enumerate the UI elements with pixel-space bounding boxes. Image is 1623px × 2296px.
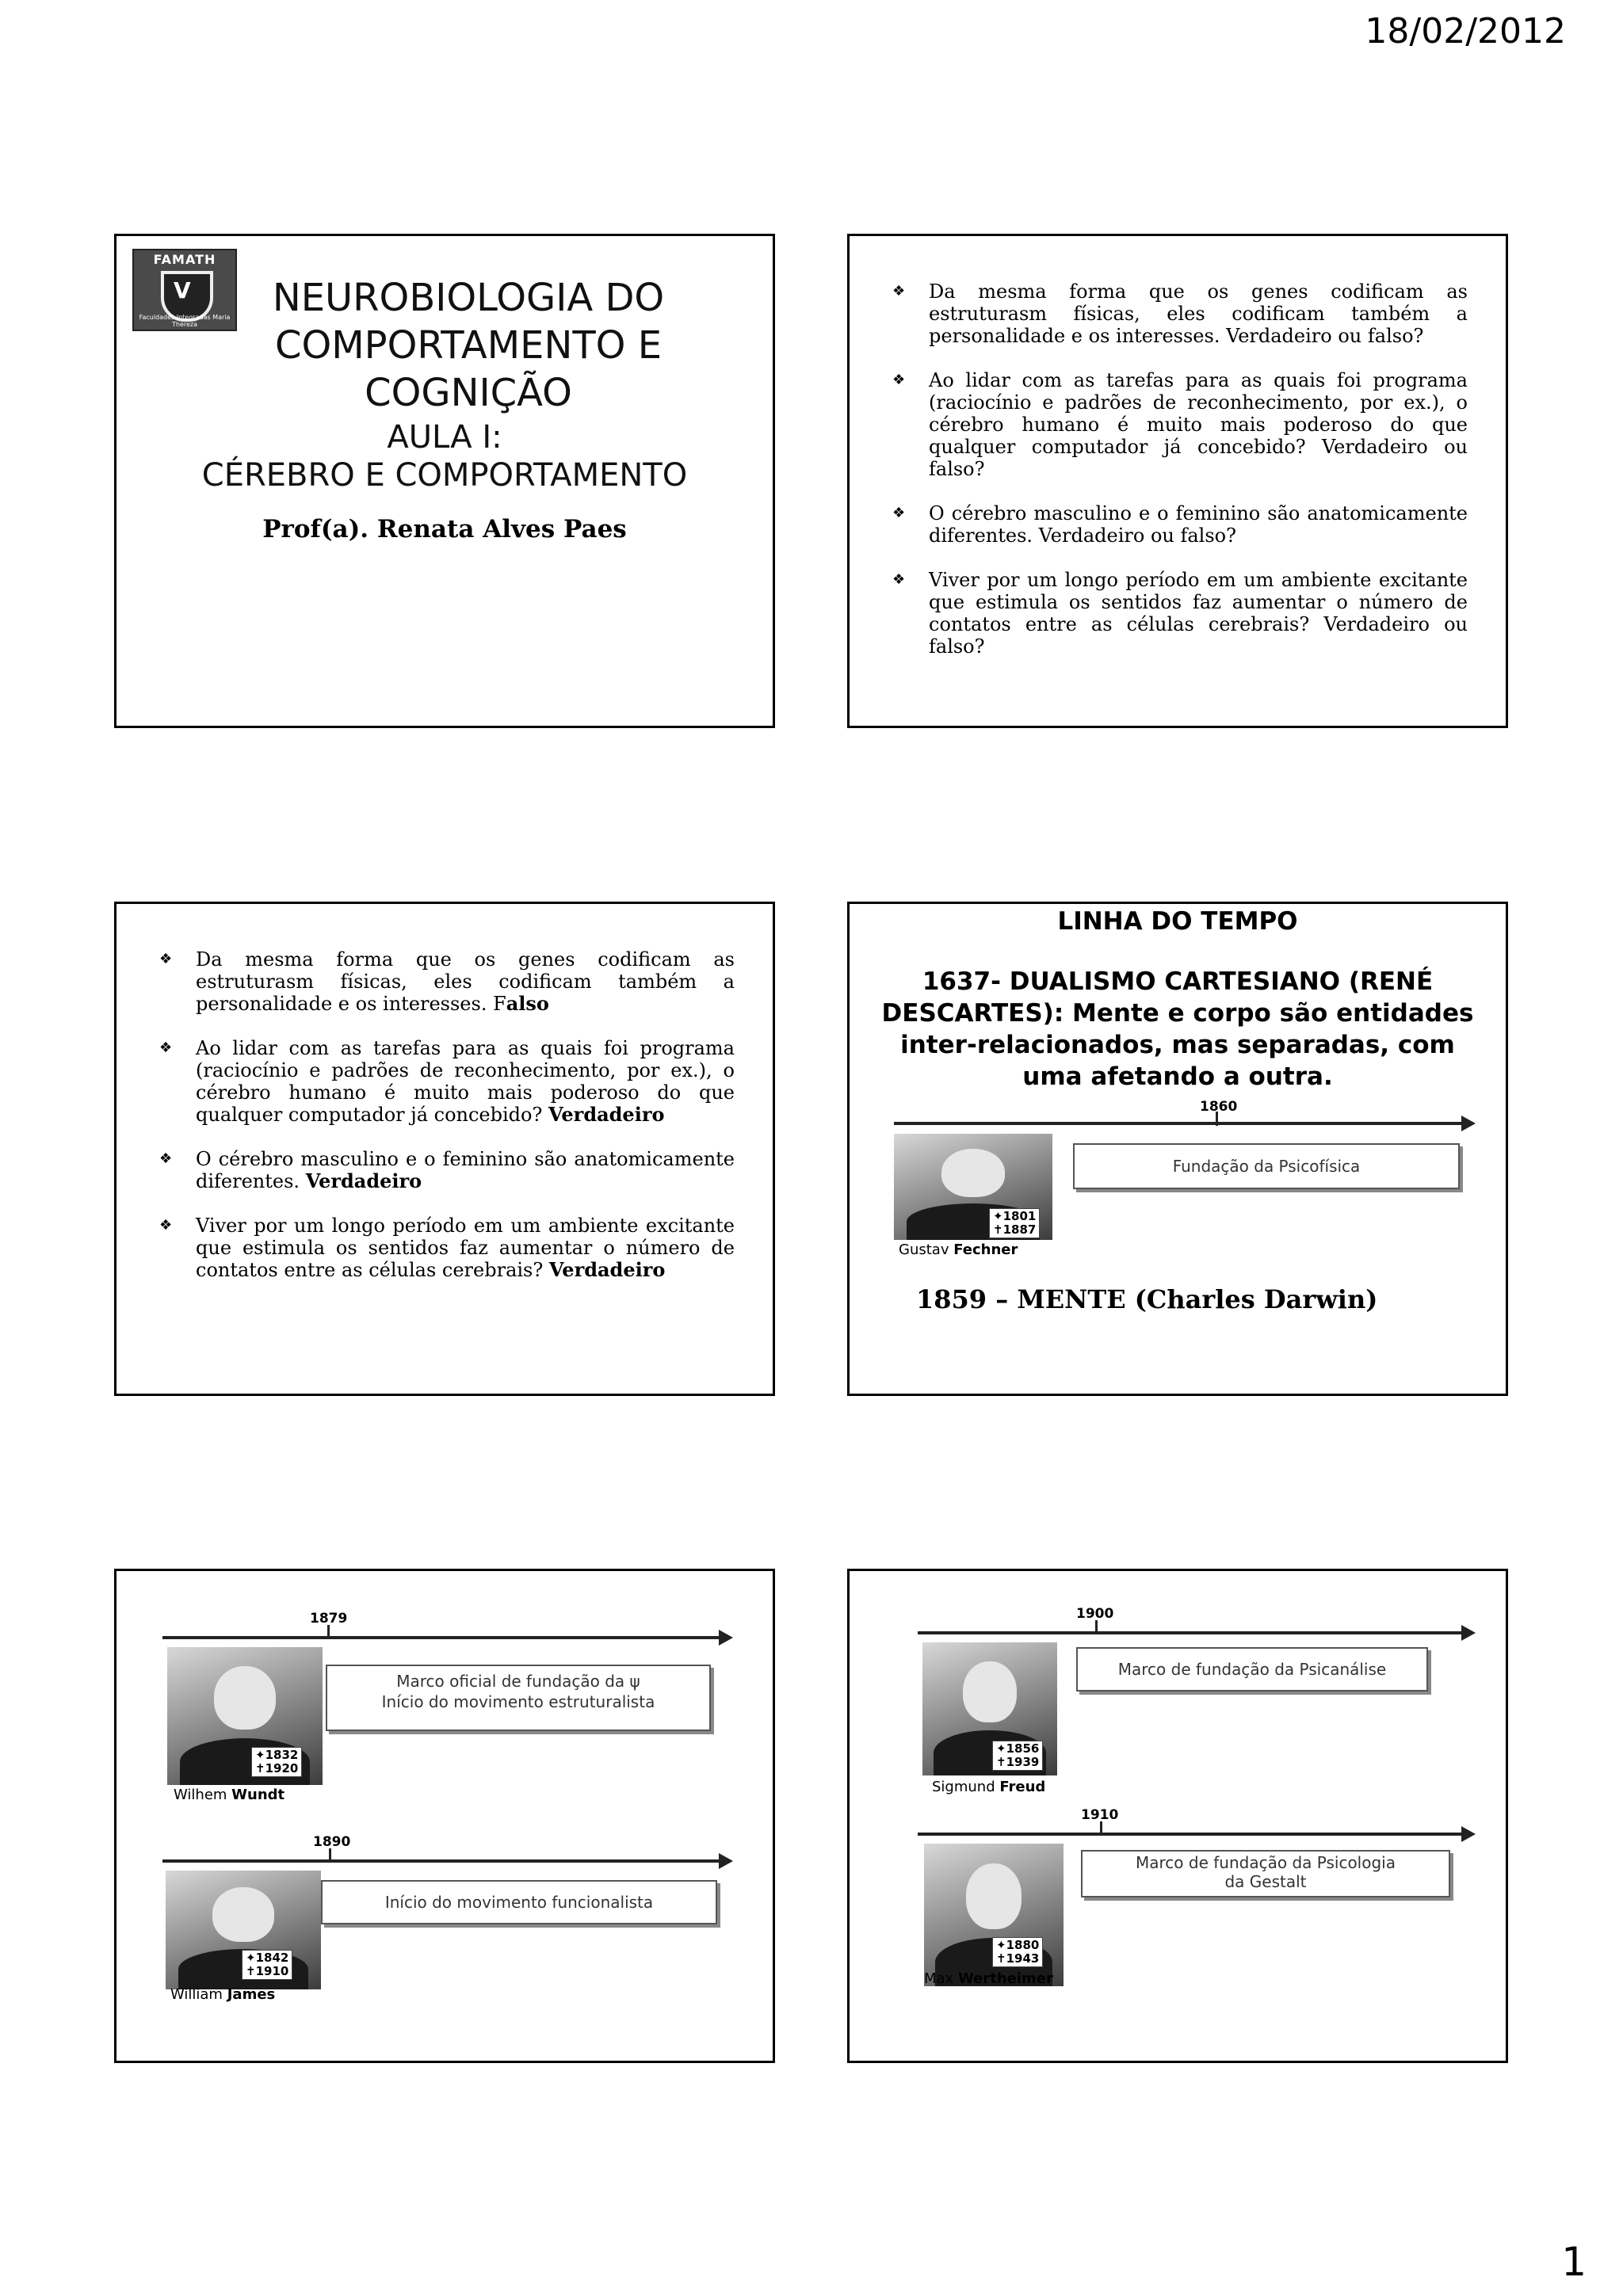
professor-name: Prof(a). Renata Alves Paes	[262, 515, 627, 543]
slide-questions	[847, 234, 1508, 728]
diamond-dots-icon: ❖	[159, 1150, 173, 1167]
timeline-arrow	[162, 1636, 722, 1639]
course-title-line2: COMPORTAMENTO E	[274, 323, 663, 368]
timeline-year: 1890	[313, 1834, 351, 1850]
event-line2: da Gestalt	[1224, 1872, 1307, 1891]
course-title	[172, 274, 765, 417]
page-number: 1	[1561, 2239, 1587, 2285]
death-year: ✝1943	[996, 1951, 1040, 1966]
slide-timeline-freud-wertheimer	[847, 1569, 1508, 2063]
question-text: O cérebro masculino e o feminino são anatomicamente diferentes.	[196, 1148, 735, 1192]
diamond-dots-icon: ❖	[892, 372, 906, 388]
timeline-arrow	[894, 1122, 1465, 1125]
death-year: ✝1920	[255, 1761, 299, 1775]
life-dates	[242, 1950, 292, 1980]
person-last-name: Wertheimer	[957, 1970, 1053, 1987]
lesson-title-line1: AULA I:	[387, 419, 502, 456]
logo-text: FAMATH	[153, 252, 216, 267]
event-box: Fundação da Psicofísica	[1073, 1143, 1460, 1189]
life-dates	[992, 1741, 1043, 1771]
person-first-name: Wilhem	[174, 1787, 227, 1803]
diamond-dots-icon: ❖	[892, 283, 906, 299]
person-first-name: Max	[924, 1970, 954, 1987]
birth-year: ✦1801	[993, 1209, 1037, 1223]
person-name	[924, 1970, 1053, 1987]
timeline-arrow	[918, 1833, 1465, 1836]
timeline-tick	[1100, 1821, 1102, 1836]
person-first-name: William	[170, 1986, 223, 2003]
event-box: Início do movimento funcionalista	[321, 1880, 717, 1924]
timeline-title: LINHA DO TEMPO	[1057, 907, 1298, 936]
diamond-dots-icon: ❖	[159, 951, 173, 967]
birth-year: ✦1856	[996, 1741, 1040, 1756]
event-box	[1081, 1850, 1450, 1897]
birth-year: ✦1842	[246, 1951, 289, 1965]
answer-list	[159, 948, 735, 1303]
list-item	[892, 280, 1468, 347]
person-first-name: Sigmund	[932, 1779, 995, 1795]
list-item	[892, 569, 1468, 658]
life-dates	[992, 1937, 1043, 1967]
person-first-name: Gustav	[899, 1241, 949, 1258]
timeline-year: 1900	[1076, 1606, 1114, 1622]
person-last-name: Freud	[999, 1779, 1046, 1795]
timeline-tick	[1095, 1620, 1098, 1634]
death-year: ✝1887	[993, 1222, 1037, 1237]
person-last-name: James	[227, 1986, 276, 2003]
person-last-name: Wundt	[231, 1787, 285, 1803]
list-item	[892, 369, 1468, 480]
question-text: Da mesma forma que os genes codificam as estruturasm físicas, eles codificam também a personalidade e os interesses.	[196, 948, 735, 1015]
answer-text: Verdadeiro	[305, 1169, 422, 1192]
birth-year: ✦1880	[996, 1938, 1040, 1952]
list-item	[159, 948, 735, 1015]
lesson-title-line2: CÉREBRO E COMPORTAMENTO	[201, 457, 688, 494]
question-text: Da mesma forma que os genes codificam as estruturasm físicas, eles codificam também a personalidade e os interesses. Verdadeiro ou falso?	[929, 280, 1468, 347]
event-line1: Marco de fundação da Psicologia	[1136, 1853, 1396, 1872]
event-box	[326, 1665, 711, 1731]
timeline-arrow	[918, 1631, 1465, 1634]
question-text: Ao lidar com as tarefas para as quais foi programa (raciocínio e padrões de reconhecimento, por ex.), o cérebro humano é muito mais poderoso do que qualquer computador já concebido? Verdadeiro ou falso?	[929, 369, 1468, 480]
answer-text: Verdadeiro	[548, 1103, 665, 1126]
person-name	[899, 1241, 1018, 1258]
question-list	[892, 280, 1468, 680]
descartes-description: 1637- DUALISMO CARTESIANO (RENÉ DESCARTES): Mente e corpo são entidades inter-relacionados, mas separadas, com uma afetando a outra.	[881, 967, 1474, 1091]
answer-text: also	[506, 992, 549, 1015]
life-dates	[989, 1208, 1040, 1238]
person-name	[932, 1779, 1045, 1795]
document-date: 18/02/2012	[1365, 11, 1566, 51]
list-item	[159, 1148, 735, 1192]
birth-year: ✦1832	[255, 1748, 299, 1762]
diamond-dots-icon: ❖	[892, 505, 906, 521]
death-year: ✝1939	[996, 1755, 1040, 1769]
question-text: Ao lidar com as tarefas para as quais foi programa (raciocínio e padrões de reconhecimento, por ex.), o cérebro humano é muito mais poderoso do que qualquer computador já concebido?	[196, 1037, 735, 1126]
person-last-name: Fechner	[953, 1241, 1018, 1258]
diamond-dots-icon: ❖	[892, 571, 906, 588]
list-item	[892, 502, 1468, 547]
timeline-year: 1879	[310, 1611, 348, 1627]
slide-answers	[114, 902, 775, 1396]
timeline-tick	[329, 1848, 331, 1863]
timeline-year: 1910	[1081, 1807, 1119, 1823]
answer-text: Verdadeiro	[548, 1258, 666, 1281]
lesson-title	[132, 418, 757, 494]
list-item	[159, 1037, 735, 1126]
person-name	[174, 1787, 285, 1803]
diamond-dots-icon: ❖	[159, 1217, 173, 1234]
logo-subtext: Faculdades Integradas Maria Thereza	[139, 314, 231, 328]
event-line2: Início do movimento estruturalista	[381, 1692, 655, 1711]
timeline-arrow	[162, 1859, 722, 1863]
question-text: Viver por um longo período em um ambiente excitante que estimula os sentidos faz aumentar o número de contatos entre as células cerebrais?	[196, 1215, 735, 1281]
event-box: Marco de fundação da Psicanálise	[1076, 1647, 1428, 1691]
course-title-line3: COGNIÇÃO	[365, 371, 572, 415]
answer-prefix: F	[493, 993, 506, 1015]
darwin-note: 1859 – MENTE (Charles Darwin)	[916, 1284, 1378, 1314]
course-title-line1: NEUROBIOLOGIA DO	[272, 276, 665, 320]
timeline-year: 1860	[1200, 1099, 1238, 1115]
life-dates	[251, 1747, 302, 1777]
shield-icon: V	[161, 271, 213, 322]
timeline-tick	[327, 1625, 330, 1639]
question-text: O cérebro masculino e o feminino são anatomicamente diferentes. Verdadeiro ou falso?	[929, 502, 1468, 547]
diamond-dots-icon: ❖	[159, 1039, 173, 1056]
slide-timeline-wundt-james	[114, 1569, 775, 2063]
slide-title	[114, 234, 775, 728]
death-year: ✝1910	[246, 1964, 289, 1978]
question-text: Viver por um longo período em um ambiente excitante que estimula os sentidos faz aumentar o número de contatos entre as células cerebrais? Verdadeiro ou falso?	[929, 569, 1468, 658]
event-line1: Marco oficial de fundação da ψ	[396, 1672, 640, 1691]
person-name	[170, 1986, 275, 2003]
slide-timeline-intro	[847, 902, 1508, 1396]
list-item	[159, 1215, 735, 1281]
